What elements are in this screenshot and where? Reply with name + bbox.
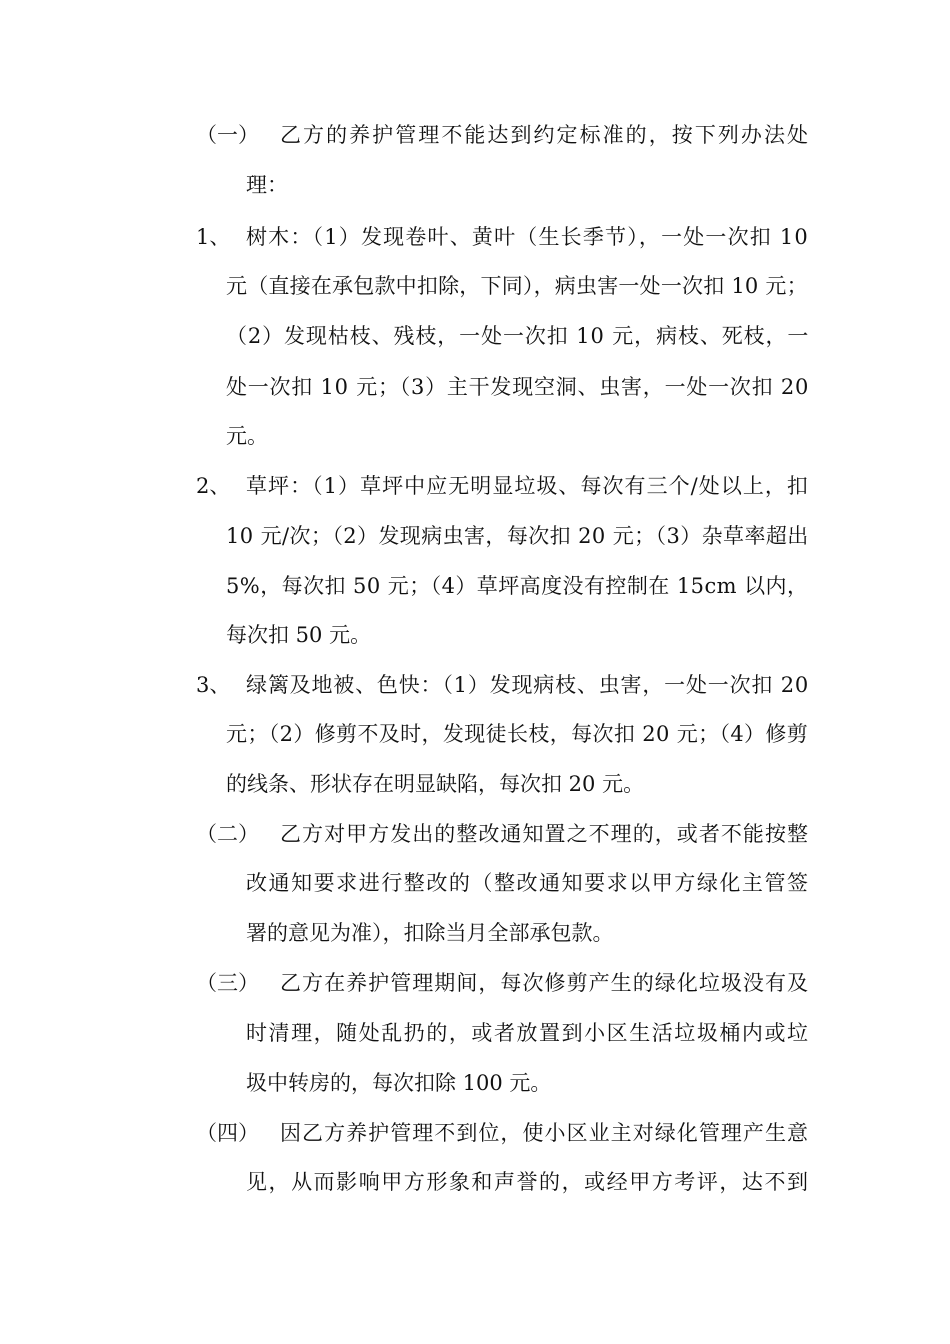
section-2-line-1: 乙方对甲方发出的整改通知置之不理的，或者不能按整 [280,822,810,846]
item-2-line-2: 10 元/次；（2）发现病虫害，每次扣 20 元；（3）杂草率超出 [226,524,809,548]
item-2-marker: 2、 [196,474,231,498]
section-2-line-2: 改通知要求进行整改的（整改通知要求以甲方绿化主管签 [246,871,810,895]
section-2-marker: （二） [196,822,259,846]
item-3-line-1: 绿篱及地被、色快：（1）发现病枝、虫害，一处一次扣 20 [246,673,810,697]
item-1-line-5: 元。 [226,424,268,448]
section-4-marker: （四） [196,1121,259,1145]
item-3-line-3: 的线条、形状存在明显缺陷，每次扣 20 元。 [226,772,645,796]
item-1-line-4: 处一次扣 10 元；（3）主干发现空洞、虫害，一处一次扣 20 [226,375,810,399]
section-1-line-1: 乙方的养护管理不能达到约定标准的，按下列办法处 [280,123,811,147]
section-3-line-2: 时清理，随处乱扔的，或者放置到小区生活垃圾桶内或垃 [246,1021,810,1045]
section-4-line-2: 见，从而影响甲方形象和声誉的，或经甲方考评，达不到 [246,1170,810,1194]
item-1-line-2: 元（直接在承包款中扣除，下同），病虫害一处一次扣 10 元； [226,274,808,298]
item-1-marker: 1、 [196,225,231,249]
item-1-line-3: （2）发现枯枝、残枝，一处一次扣 10 元，病枝、死枝，一 [226,324,810,348]
item-3-line-2: 元；（2）修剪不及时，发现徒长枝，每次扣 20 元；（4）修剪 [226,722,809,746]
section-3-marker: （三） [196,971,259,995]
section-3-line-3: 圾中转房的，每次扣除 100 元。 [246,1071,552,1095]
item-1-line-1: 树木：（1）发现卷叶、黄叶（生长季节），一处一次扣 10 [246,225,809,249]
item-2-line-1: 草坪：（1）草坪中应无明显垃圾、每次有三个/处以上，扣 [246,474,809,498]
section-1-marker: （一） [196,123,259,147]
item-3-marker: 3、 [196,673,231,697]
section-3-line-1: 乙方在养护管理期间，每次修剪产生的绿化垃圾没有及 [280,971,810,995]
section-4-line-1: 因乙方养护管理不到位，使小区业主对绿化管理产生意 [280,1121,810,1145]
section-1-line-2: 理： [246,173,288,197]
section-2-line-3: 署的意见为准），扣除当月全部承包款。 [246,921,614,945]
item-2-line-3: 5%，每次扣 50 元；（4）草坪高度没有控制在 15cm 以内， [226,574,809,598]
item-2-line-4: 每次扣 50 元。 [226,623,372,647]
